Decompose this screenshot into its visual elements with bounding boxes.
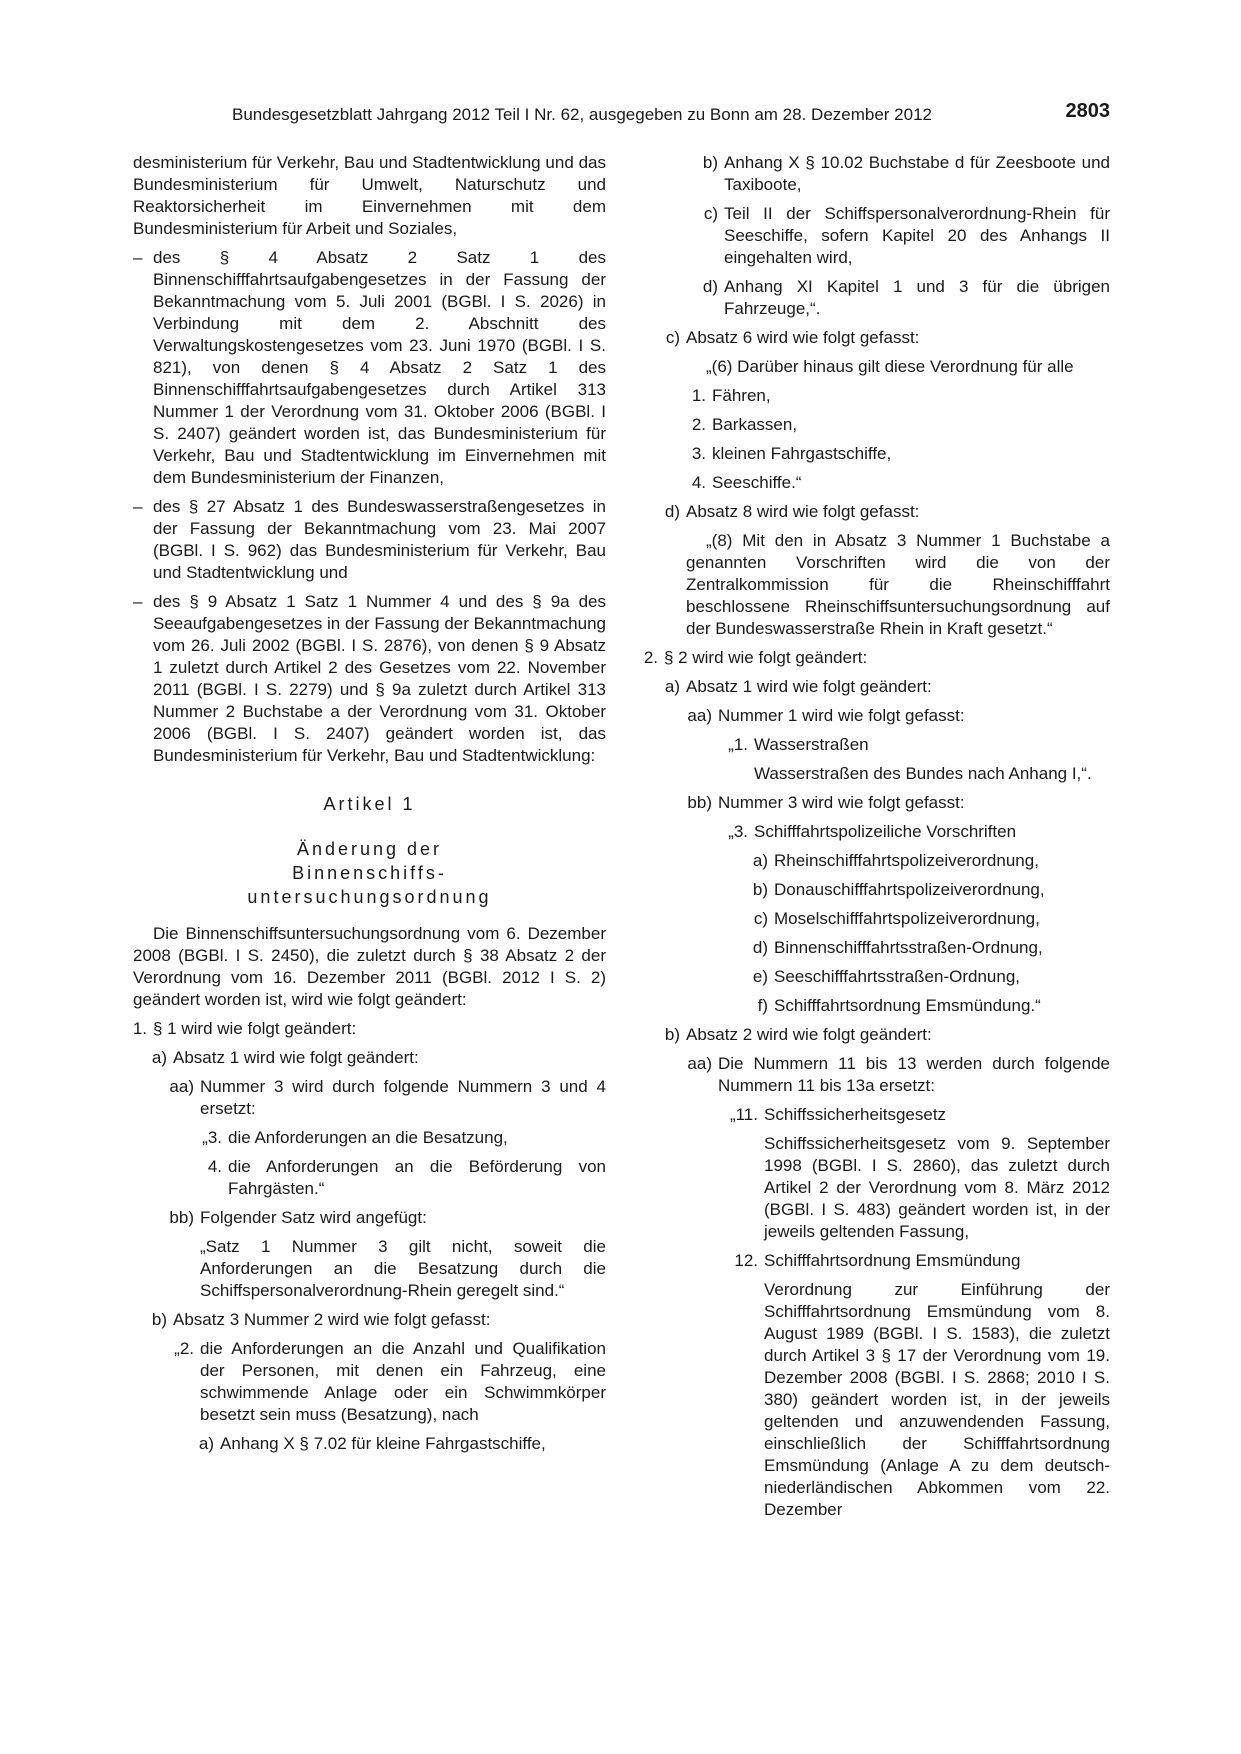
dash-item — [133, 496, 606, 584]
item-paragraph: Wasserstraßen des Bundes nach Anhang I,“. — [754, 764, 1092, 783]
item-label: a) — [664, 677, 680, 696]
item-text: Anhang X § 7.02 für kleine Fahrgastschiffe, — [220, 1434, 546, 1453]
item-label: 4. — [207, 1157, 222, 1176]
quote-paragraph: „Satz 1 Nummer 3 gilt nicht, soweit die Anforderungen an die Besatzung durch die Schiffspersonalverordnung-Rhein geregelt sind.“ — [200, 1237, 606, 1300]
item-text: Absatz 1 wird wie folgt geändert: — [173, 1048, 419, 1067]
item-title: Wasserstraßen — [754, 735, 869, 754]
list-item — [664, 1024, 1110, 1046]
list-item — [169, 1207, 606, 1229]
list-item — [757, 995, 1110, 1017]
item-title: Schifffahrtsordnung Emsmündung — [764, 1251, 1021, 1270]
item-label: „1. — [728, 735, 748, 754]
item-text: Binnenschifffahrtsstraßen-Ordnung, — [774, 938, 1043, 957]
list-item — [728, 821, 1110, 843]
list-item — [753, 908, 1110, 930]
item-label: b) — [151, 1310, 167, 1329]
item-text: Fähren, — [712, 386, 771, 405]
item-label: d) — [702, 277, 718, 296]
list-item — [664, 501, 1110, 523]
list-item — [691, 385, 1110, 407]
list-item — [752, 937, 1110, 959]
item-label: f) — [757, 996, 768, 1015]
page-number: 2803 — [1065, 100, 1110, 122]
item-label: aa) — [687, 706, 712, 725]
list-item — [169, 1076, 606, 1120]
item-text: Anhang XI Kapitel 1 und 3 für die übrigen Fahrzeuge,“. — [724, 277, 1110, 318]
dash-text: des § 4 Absatz 2 Satz 1 des Binnenschifffahrtsaufgabengesetzes in der Fassung der Bekanntmachung vom 5. Juli 2001 (BGBl. I S. 2026) in Verbindung mit dem 2. Abschnitt des Verwaltungskostengesetzes vom 23. Juni 1970 (BGBl. I S. 821), von denen § 4 Absatz 2 Satz 1 des Binnenschifffahrtsaufgabengesetzes durch Artikel 313 Nummer 1 der Verordnung vom 31. Oktober 2006 (BGBl. I S. 2407) geändert worden ist, das Bundesministerium für Verkehr, Bau und Stadtentwicklung im Einvernehmen mit dem Bundesministerium der Finanzen, — [153, 248, 606, 487]
item-text: kleinen Fahrgastschiffe, — [712, 444, 892, 463]
item-label: b) — [702, 153, 718, 172]
dash-item — [133, 591, 606, 767]
list-item — [151, 1047, 606, 1069]
article-heading — [133, 793, 606, 909]
quote-paragraph: „(6) Darüber hinaus gilt diese Verordnung für alle — [706, 357, 1074, 376]
item-label: aa) — [687, 1054, 712, 1073]
dash-item — [133, 247, 606, 489]
item-text: Nummer 3 wird wie folgt gefasst: — [718, 793, 965, 812]
item-label: 1. — [132, 1019, 147, 1038]
list-item — [703, 203, 1110, 269]
item-text: Die Nummern 11 bis 13 werden durch folgende Nummern 11 bis 13a ersetzt: — [718, 1054, 1110, 1095]
list-item — [207, 1156, 606, 1200]
item-label: 4. — [691, 473, 706, 492]
list-item — [728, 734, 1110, 756]
paragraph: desministerium für Verkehr, Bau und Stadtentwicklung und das Bundesministerium für Umwelt, Naturschutz und Reaktorsicherheit im Einvernehmen mit dem Bundesministerium für Arbeit und Soziales, — [133, 153, 606, 238]
item-label: „11. — [729, 1105, 758, 1124]
item-text: Folgender Satz wird angefügt: — [200, 1208, 427, 1227]
item-text: Nummer 3 wird durch folgende Nummern 3 und 4 ersetzt: — [200, 1077, 606, 1118]
item-label: 3. — [691, 444, 706, 463]
item-text: Absatz 8 wird wie folgt gefasst: — [686, 502, 920, 521]
list-item — [664, 676, 1110, 698]
article-title: Änderung der — [296, 839, 443, 859]
running-title: Bundesgesetzblatt Jahrgang 2012 Teil I Nr. 62, ausgegeben zu Bonn am 28. Dezember 2012 — [232, 105, 932, 124]
item-label: 12. — [734, 1251, 758, 1270]
item-label: d) — [664, 502, 680, 521]
item-text: Teil II der Schiffspersonalverordnung-Rhein für Seeschiffe, sofern Kapitel 20 des Anhangs II eingehalten wird, — [724, 204, 1110, 267]
item-title: Schifffahrtspolizeiliche Vorschriften — [754, 822, 1017, 841]
item-text: Absatz 6 wird wie folgt gefasst: — [686, 328, 920, 347]
item-paragraph: Schiffssicherheitsgesetz vom 9. September 1998 (BGBl. I S. 2860), das zuletzt durch Artikel 2 der Verordnung vom 8. März 2012 (BGBl. I S. 483) geändert worden ist, in der jeweils geltenden Fassung, — [764, 1134, 1110, 1241]
item-label: b) — [752, 880, 768, 899]
list-item — [691, 443, 1110, 465]
item-text: Donauschifffahrtspolizeiverordnung, — [774, 880, 1045, 899]
list-item — [132, 1018, 606, 1040]
item-text: die Anforderungen an die Beförderung von Fahrgästen.“ — [228, 1157, 606, 1198]
item-label: c) — [665, 328, 680, 347]
list-item — [687, 1053, 1110, 1097]
list-item — [151, 1309, 606, 1331]
dash-text: des § 9 Absatz 1 Satz 1 Nummer 4 und des § 9a des Seeaufgabengesetzes in der Fassung der Bekanntmachung vom 26. Juli 2002 (BGBl. I S. 2876), von denen § 9 Absatz 1 zuletzt durch Artikel 2 des Gesetzes vom 22. November 2011 (BGBl. I S. 2279) und § 9a zuletzt durch Artikel 313 Nummer 2 Buchstabe a der Verordnung vom 31. Oktober 2006 (BGBl. I S. 2407) geändert worden ist, das Bundesministerium für Verkehr, Bau und Stadtentwicklung: — [153, 592, 606, 765]
list-item — [702, 276, 1110, 320]
list-item — [643, 647, 1110, 669]
right-column — [644, 152, 1110, 1528]
item-text: Seeschifffahrtsstraßen-Ordnung, — [774, 967, 1021, 986]
item-text: Absatz 2 wird wie folgt geändert: — [686, 1025, 932, 1044]
item-label: d) — [752, 938, 768, 957]
list-item — [202, 1127, 606, 1149]
item-label: 2. — [643, 648, 658, 667]
item-text: § 1 wird wie folgt geändert: — [153, 1019, 357, 1038]
item-text: Rheinschifffahrtspolizeiverordnung, — [774, 851, 1039, 870]
list-item — [691, 414, 1110, 436]
article-label: Artikel 1 — [323, 794, 416, 814]
item-label: bb) — [687, 793, 712, 812]
item-text: § 2 wird wie folgt geändert: — [664, 648, 868, 667]
list-item — [752, 879, 1110, 901]
list-item — [687, 792, 1110, 814]
item-label: a) — [151, 1048, 167, 1067]
item-label: „2. — [174, 1339, 194, 1358]
article-title: untersuchungsordnung — [247, 887, 492, 907]
list-item — [752, 850, 1110, 872]
item-text: die Anforderungen an die Anzahl und Qualifikation der Personen, mit denen ein Fahrzeug, eine schwimmende Anlage oder ein Schwimmkörper besetzt sein muss (Besatzung), nach — [200, 1339, 606, 1424]
dash-text: des § 27 Absatz 1 des Bundeswasserstraßengesetzes in der Fassung der Bekanntmachung vom 23. Mai 2007 (BGBl. I S. 962) das Bundesministerium für Verkehr, Bau und Stadtentwicklung und — [153, 497, 606, 582]
list-item — [198, 1433, 606, 1455]
item-label: bb) — [169, 1208, 194, 1227]
list-item — [729, 1104, 1110, 1126]
quote-paragraph: „(8) Mit den in Absatz 3 Nummer 1 Buchstabe a genannten Vorschriften wird die von der Zentralkommission für die Rheinschifffahrt beschlossene Rheinschiffsuntersuchungsordnung auf der Bundeswasserstraße Rhein in Kraft gesetzt.“ — [686, 531, 1110, 638]
list-item — [691, 472, 1110, 494]
item-title: Schiffssicherheitsgesetz — [764, 1105, 947, 1124]
list-item — [687, 705, 1110, 727]
item-label: a) — [198, 1434, 214, 1453]
item-label: b) — [664, 1025, 680, 1044]
item-text: Nummer 1 wird wie folgt gefasst: — [718, 706, 965, 725]
item-text: Seeschiffe.“ — [712, 473, 802, 492]
item-text: Absatz 3 Nummer 2 wird wie folgt gefasst: — [173, 1310, 491, 1329]
item-label: c) — [703, 204, 718, 223]
item-text: Absatz 1 wird wie folgt geändert: — [686, 677, 932, 696]
item-label: a) — [752, 851, 768, 870]
item-text: Anhang X § 10.02 Buchstabe d für Zeesboote und Taxiboote, — [724, 153, 1110, 194]
list-item — [752, 966, 1110, 988]
list-item — [734, 1250, 1110, 1272]
item-label: aa) — [169, 1077, 194, 1096]
item-label: e) — [752, 967, 768, 986]
item-label: 1. — [691, 386, 706, 405]
list-item — [174, 1338, 606, 1426]
item-text: die Anforderungen an die Besatzung, — [228, 1128, 508, 1147]
item-text: Moselschifffahrtspolizeiverordnung, — [774, 909, 1040, 928]
list-item — [702, 152, 1110, 196]
item-label: „3. — [202, 1128, 222, 1147]
item-label: c) — [753, 909, 768, 928]
item-text: Barkassen, — [712, 415, 798, 434]
article-title: Binnenschiffs- — [292, 863, 447, 883]
list-item — [665, 327, 1110, 349]
paragraph: Die Binnenschiffsuntersuchungsordnung vom 6. Dezember 2008 (BGBl. I S. 2450), die zuletzt durch § 38 Absatz 2 der Verordnung vom 16. Dezember 2011 (BGBl. 2012 I S. 2) geändert worden ist, wird wie folgt geändert: — [133, 924, 606, 1009]
item-label: 2. — [691, 415, 706, 434]
item-text: Schifffahrtsordnung Emsmündung.“ — [774, 996, 1041, 1015]
item-paragraph: Verordnung zur Einführung der Schifffahrtsordnung Emsmündung vom 8. August 1989 (BGBl. I S. 1583), die zuletzt durch Artikel 3 § 17 der Verordnung vom 19. Dezember 2008 (BGBl. I S. 2868; 2010 I S. 380) geändert worden ist, in der jeweils geltenden und anzuwendenden Fassung, einschließlich der Schifffahrtsordnung Emsmündung (Anlage A zu dem deutsch-niederländischen Abkommen vom 22. Dezember — [764, 1280, 1110, 1519]
item-label: „3. — [728, 822, 748, 841]
left-column — [133, 152, 606, 1462]
